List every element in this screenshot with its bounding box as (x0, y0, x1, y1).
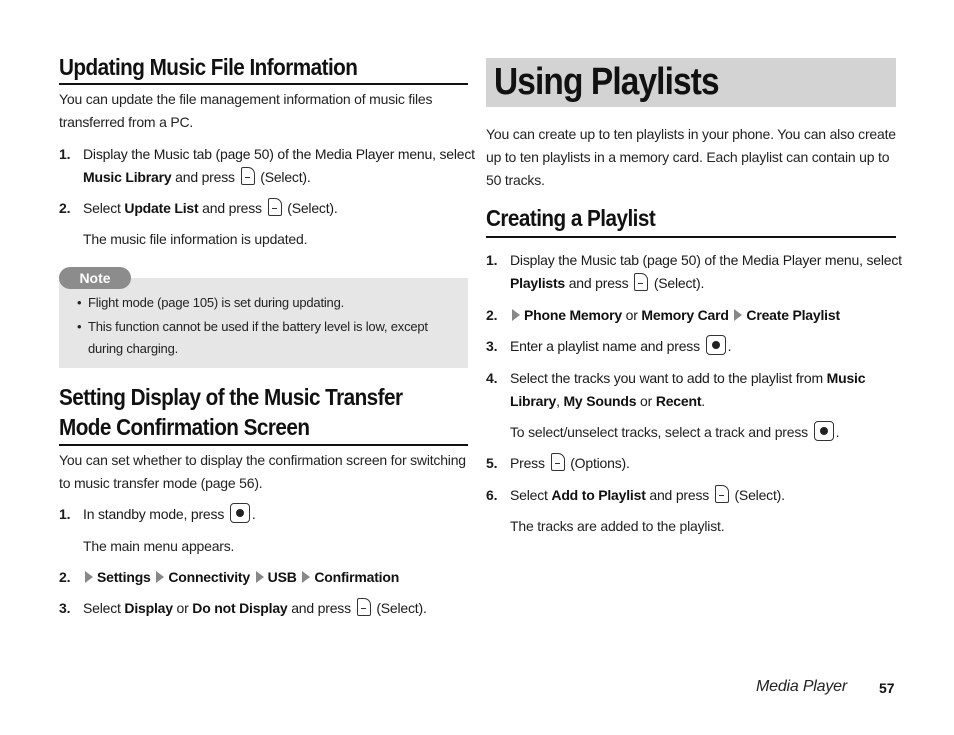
intro-line-2: up to ten playlists in a memory card. Each playlist can contain up to (486, 149, 890, 165)
intro-line-3: 50 tracks. (486, 172, 545, 188)
page-number: 57 (879, 680, 895, 696)
soft-key-icon (241, 167, 255, 185)
center-key-icon (814, 421, 834, 441)
center-key-icon (706, 335, 726, 355)
section-title-updating: Updating Music File Information (59, 54, 358, 80)
intro-line-1: You can update the file management information of music files (59, 91, 433, 107)
section-rule (59, 83, 468, 85)
intro-line-1: You can set whether to display the confirmation screen for switching (59, 452, 466, 468)
intro-line-2: transferred from a PC. (59, 114, 194, 130)
arrow-right-icon (85, 571, 93, 583)
intro-line-1: You can create up to ten playlists in your phone. You can also create (486, 126, 896, 142)
arrow-right-icon (734, 309, 742, 321)
section-title-setting-2: Mode Confirmation Screen (59, 414, 310, 440)
step-4-note: To select/unselect tracks, select a track and press . (510, 421, 839, 444)
section-title-creating: Creating a Playlist (486, 205, 656, 231)
note-box: • Flight mode (page 105) is set during updating. • This function cannot be used if the battery level is low, except during charging. (59, 278, 468, 368)
section-rule (486, 236, 896, 238)
step-result: The main menu appears. (83, 538, 235, 554)
soft-key-icon (634, 273, 648, 291)
soft-key-icon (357, 598, 371, 616)
arrow-right-icon (512, 309, 520, 321)
soft-key-icon (268, 198, 282, 216)
footer-section-name: Media Player (756, 678, 847, 695)
chapter-title: Using Playlists (494, 61, 719, 103)
soft-key-icon (551, 453, 565, 471)
chapter-banner (486, 58, 896, 107)
note-label: Note (59, 267, 131, 289)
soft-key-icon (715, 485, 729, 503)
section-title-setting-1: Setting Display of the Music Transfer (59, 384, 403, 410)
section-rule (59, 444, 468, 446)
step-result: The tracks are added to the playlist. (510, 518, 725, 534)
step-result: The music file information is updated. (83, 231, 308, 247)
arrow-right-icon (256, 571, 264, 583)
intro-line-2: to music transfer mode (page 56). (59, 475, 263, 491)
center-key-icon (230, 503, 250, 523)
arrow-right-icon (302, 571, 310, 583)
arrow-right-icon (156, 571, 164, 583)
